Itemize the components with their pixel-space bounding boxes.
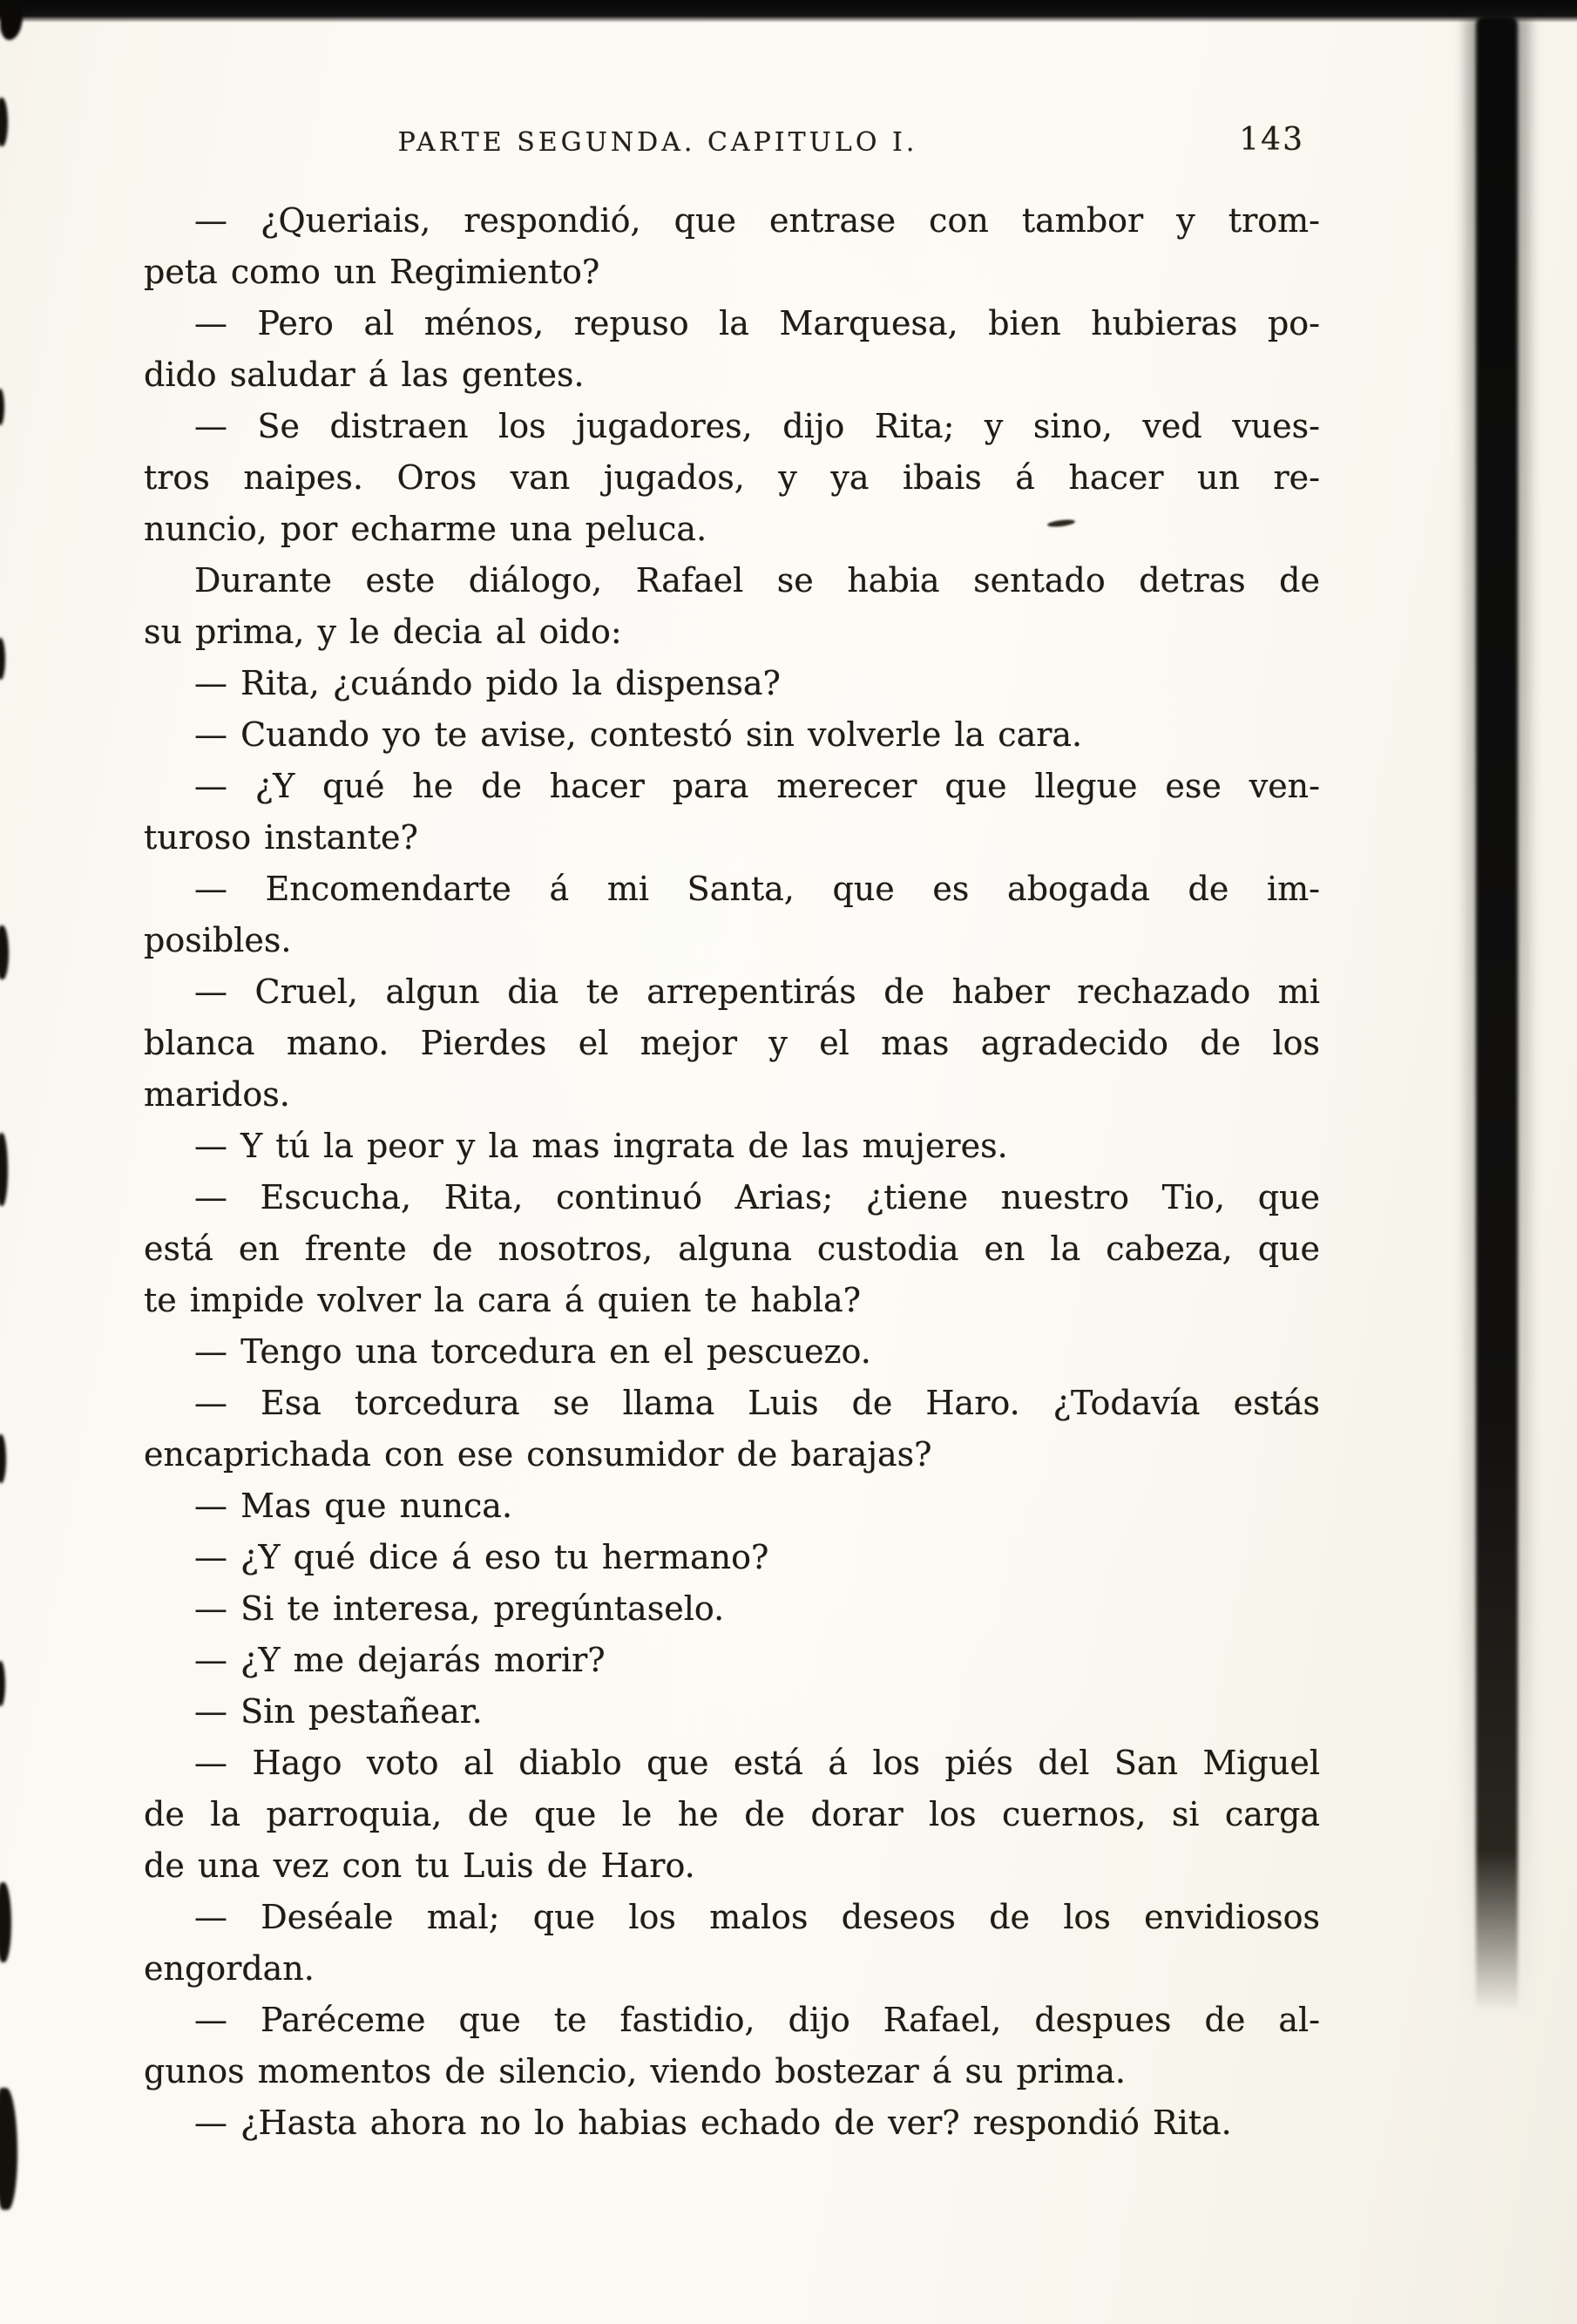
paragraph bbox=[144, 966, 1320, 1121]
paragraph bbox=[144, 2097, 1320, 2149]
scan-artifact-left-blob bbox=[0, 638, 5, 680]
scan-artifact-left-blob bbox=[0, 2088, 17, 2210]
paragraph bbox=[144, 1892, 1320, 1995]
text-line: — Pero al ménos, repuso la Marquesa, bien hubieras po- bbox=[194, 304, 1320, 342]
text-line: — Si te interesa, pregúntaselo. bbox=[194, 1589, 725, 1628]
paragraph bbox=[144, 761, 1320, 864]
paragraph bbox=[144, 1480, 1320, 1532]
text-line: — Cruel, algun dia te arrepentirás de haber rechazado mi bbox=[194, 972, 1320, 1011]
text-line: de una vez con tu Luis de Haro. bbox=[144, 1846, 695, 1885]
text-line: turoso instante? bbox=[144, 818, 418, 857]
text-line: te impide volver la cara á quien te habla? bbox=[144, 1281, 862, 1319]
text-line: — Sin pestañear. bbox=[194, 1692, 483, 1731]
page-header bbox=[144, 122, 1320, 169]
text-line: posibles. bbox=[144, 921, 292, 959]
text-line: — Se distraen los jugadores, dijo Rita; y sino, ved vues- bbox=[194, 407, 1320, 445]
page-number: 143 bbox=[1239, 122, 1304, 158]
scan-artifact-left-blob bbox=[0, 1661, 5, 1706]
text-line: gunos momentos de silencio, viendo bostezar á su prima. bbox=[144, 2052, 1126, 2090]
text-line: — ¿Y me dejarás morir? bbox=[194, 1641, 606, 1679]
text-line: — ¿Hasta ahora no lo habias echado de ver? respondió Rita. bbox=[194, 2104, 1232, 2142]
paragraph bbox=[144, 1121, 1320, 1172]
text-line: — Encomendarte á mi Santa, que es abogada de im- bbox=[194, 870, 1320, 908]
text-line: — Paréceme que te fastidio, dijo Rafael, despues de al- bbox=[194, 2001, 1320, 2039]
text-line: — Mas que nunca. bbox=[194, 1487, 513, 1525]
running-title: PARTE SEGUNDA. CAPITULO I. bbox=[397, 127, 918, 158]
scan-artifact-left-blob bbox=[0, 1434, 6, 1483]
scan-artifact-left-blob bbox=[0, 389, 4, 425]
text-line: engordan. bbox=[144, 1949, 315, 1988]
text-line: peta como un Regimiento? bbox=[144, 253, 600, 291]
text-line: maridos. bbox=[144, 1075, 290, 1114]
text-line: su prima, y le decia al oido: bbox=[144, 613, 622, 651]
text-line: encaprichada con ese consumidor de barajas? bbox=[144, 1435, 932, 1474]
text-line: dido saludar á las gentes. bbox=[144, 356, 585, 394]
text-line: — Escucha, Rita, continuó Arias; ¿tiene nuestro Tio, que bbox=[194, 1178, 1320, 1216]
scan-artifact-left-blob bbox=[0, 1882, 11, 1962]
text-line: — Y tú la peor y la mas ingrata de las mujeres. bbox=[194, 1127, 1008, 1165]
text-line: Durante este diálogo, Rafael se habia sentado detras de bbox=[194, 561, 1320, 600]
text-line: blanca mano. Pierdes el mejor y el mas agradecido de los bbox=[144, 1024, 1320, 1062]
scan-artifact-top-strip bbox=[0, 0, 1577, 23]
paragraph bbox=[144, 709, 1320, 761]
text-line: nuncio, por echarme una peluca. bbox=[144, 510, 707, 548]
paragraph bbox=[144, 1686, 1320, 1738]
scan-artifact-left-blob bbox=[0, 925, 9, 979]
text-line: de la parroquia, de que le he de dorar los cuernos, si carga bbox=[144, 1795, 1320, 1833]
paragraph bbox=[144, 195, 1320, 298]
text-line: — Esa torcedura se llama Luis de Haro. ¿Todavía estás bbox=[194, 1384, 1320, 1422]
paragraph bbox=[144, 1738, 1320, 1892]
paragraph bbox=[144, 1326, 1320, 1378]
text-line: — Rita, ¿cuándo pido la dispensa? bbox=[194, 664, 781, 702]
text-line: tros naipes. Oros van jugados, y ya ibais á hacer un re- bbox=[144, 458, 1320, 497]
paragraph bbox=[144, 1378, 1320, 1480]
paragraph bbox=[144, 1635, 1320, 1686]
paragraph bbox=[144, 555, 1320, 658]
paragraph bbox=[144, 658, 1320, 709]
text-line: — Cuando yo te avise, contestó sin volverle la cara. bbox=[194, 715, 1083, 754]
text-line: — Hago voto al diablo que está á los piés del San Miguel bbox=[194, 1744, 1320, 1782]
scan-artifact-right-band bbox=[1476, 16, 1518, 2011]
scan-artifact-left-blob bbox=[0, 1133, 8, 1206]
text-line: — Tengo una torcedura en el pescuezo. bbox=[194, 1332, 871, 1371]
scan-artifact-top-corner bbox=[0, 0, 23, 40]
paragraph bbox=[144, 1532, 1320, 1583]
paragraph bbox=[144, 298, 1320, 401]
text-line: — ¿Y qué he de hacer para merecer que llegue ese ven- bbox=[194, 767, 1320, 805]
page-body bbox=[144, 195, 1320, 2149]
text-line: — ¿Y qué dice á eso tu hermano? bbox=[194, 1538, 769, 1576]
paragraph bbox=[144, 864, 1320, 966]
paragraph bbox=[144, 1172, 1320, 1326]
text-line: — Deséale mal; que los malos deseos de los envidiosos bbox=[194, 1898, 1320, 1936]
paragraph bbox=[144, 1995, 1320, 2097]
scan-artifact-left-blob bbox=[0, 98, 8, 146]
text-line: está en frente de nosotros, alguna custodia en la cabeza, que bbox=[144, 1230, 1320, 1268]
paragraph bbox=[144, 401, 1320, 555]
paragraph bbox=[144, 1583, 1320, 1635]
text-line: — ¿Queriais, respondió, que entrase con tambor y trom- bbox=[194, 201, 1320, 240]
